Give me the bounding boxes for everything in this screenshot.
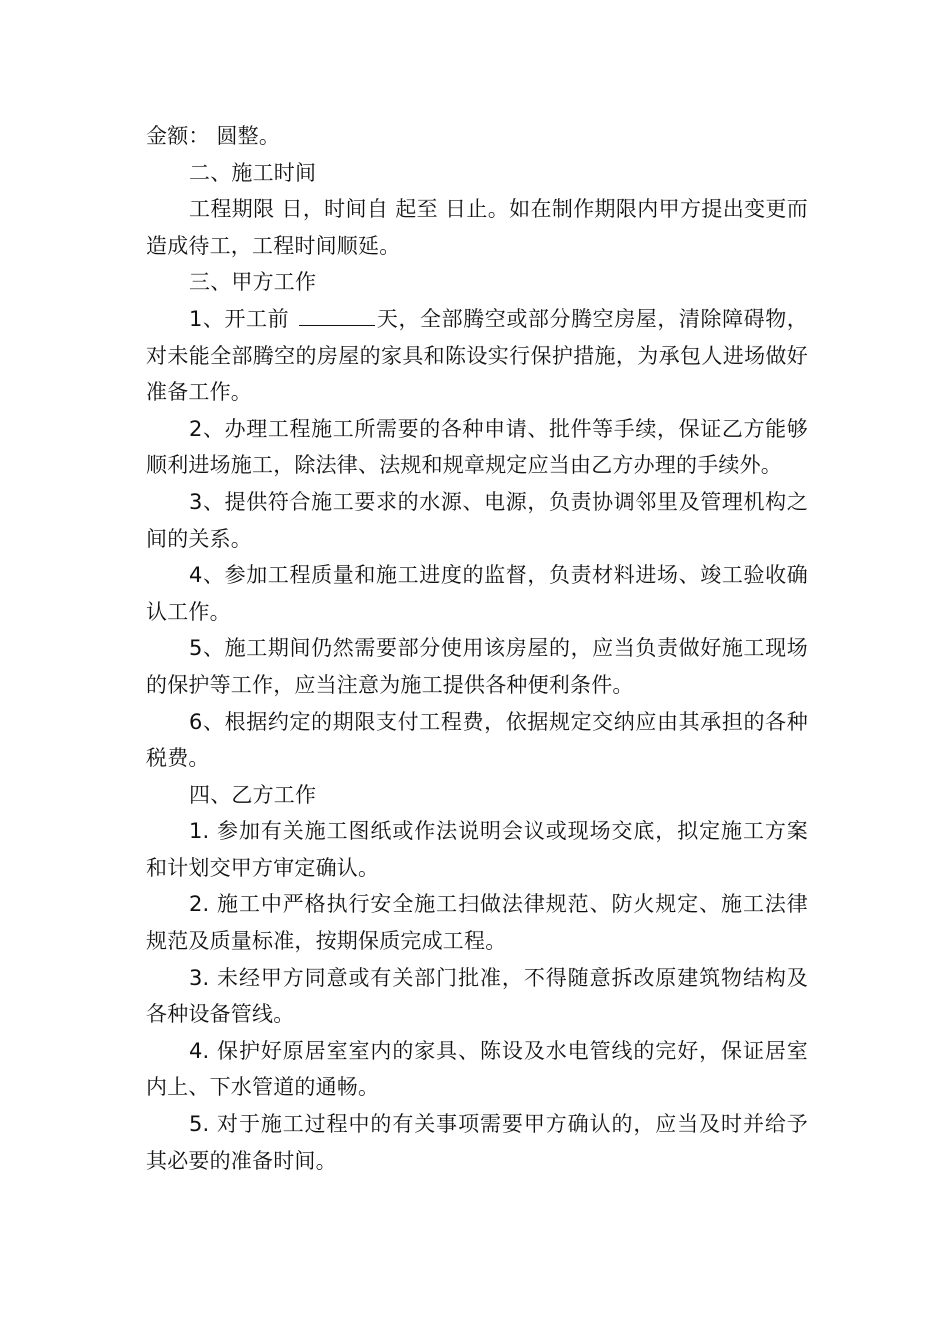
section-4-item-2: 2. 施工中严格执行安全施工扫做法律规范、防火规定、施工法律规范及质量标准，按期保质完成工程。	[146, 892, 808, 954]
section-2-heading: 二、施工时间	[189, 160, 317, 185]
section-4-item-4: 4. 保护好原居室室内的家具、陈设及水电管线的完好，保证居室内上、下水管道的通畅。	[146, 1038, 808, 1100]
fill-in-blank-days	[299, 305, 375, 326]
section-3-item-2: 2、办理工程施工所需要的各种申请、批件等手续，保证乙方能够顺利进场施工，除法律、法规和规章规定应当由乙方办理的手续外。	[146, 416, 808, 478]
section-3-item-5: 5、施工期间仍然需要部分使用该房屋的，应当负责做好施工现场的保护等工作，应当注意为施工提供各种便利条件。	[146, 636, 808, 697]
section-4-item-5: 5. 对于施工过程中的有关事项需要甲方确认的，应当及时并给予其必要的准备时间。	[146, 1112, 808, 1173]
section-3-heading: 三、甲方工作	[189, 270, 317, 295]
section-3-item-1-rest: 天，全部腾空或部分腾空房屋，清除障碍物，对未能全部腾空的房屋的家具和陈设实行保护措施，为承包人进场做好准备工作。	[146, 306, 808, 405]
section-3-item-1-start: 1、开工前	[189, 306, 297, 331]
amount-line: 金额： 圆整。	[146, 124, 281, 148]
section-4-item-3: 3. 未经甲方同意或有关部门批准，不得随意拆改原建筑物结构及各种设备管线。	[146, 965, 808, 1027]
section-3-item-6: 6、根据约定的期限支付工程费，依据规定交纳应由其承担的各种税费。	[146, 709, 808, 771]
section-4-heading: 四、乙方工作	[189, 782, 317, 807]
section-3-item-1	[146, 301, 808, 411]
section-2-paragraph: 工程期限 日，时间自 起至 日止。如在制作期限内甲方提出变更而造成待工，工程时间顺延。	[146, 197, 808, 258]
section-4-item-1: 1. 参加有关施工图纸或作法说明会议或现场交底，拟定施工方案和计划交甲方审定确认。	[146, 819, 808, 880]
section-3-item-3: 3、提供符合施工要求的水源、电源，负责协调邻里及管理机构之间的关系。	[146, 489, 808, 551]
section-3-item-4: 4、参加工程质量和施工进度的监督，负责材料进场、竣工验收确认工作。	[146, 563, 808, 624]
